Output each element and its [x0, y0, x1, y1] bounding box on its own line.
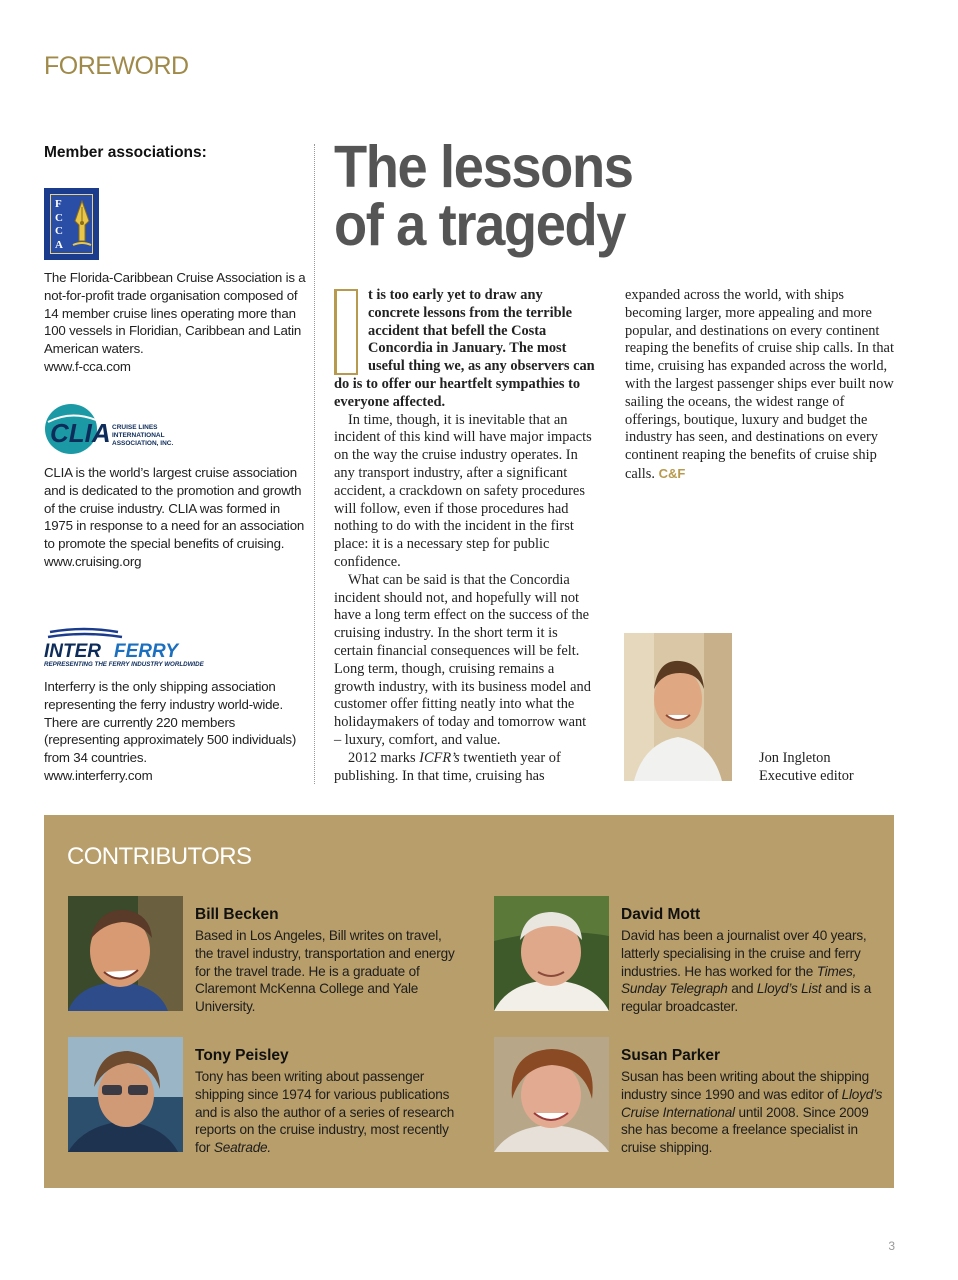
- contributor-card: [68, 896, 468, 1014]
- contributor-photo: [494, 1037, 609, 1152]
- article-column-1: [334, 287, 596, 785]
- contributor-card: [494, 896, 894, 1014]
- clia-logo-line: CRUISE LINES: [112, 424, 158, 431]
- clia-entry: [44, 464, 306, 571]
- clia-logo-mark: CLIA: [50, 418, 111, 448]
- contributor-name: Bill Becken: [195, 906, 279, 923]
- interferry-logo: [44, 626, 234, 668]
- contributor-bio: David has been a journalist over 40 years, latterly specialising in the cruise and ferry industries. He has worked for the Times, Sunday Telegraph and Lloyd’s List and is a regular broadcaster.: [621, 928, 872, 1015]
- article-paragraph: In time, though, it is inevitable that an incident of this kind will have major impacts on the way the cruise industry operates. In any transport industry, after a significant accident, a crackdown on safety procedures will follow, even if those procedures had nothing to do with the incident in the first place: it is a necessary step for public confidence.: [334, 411, 592, 570]
- pen-nib-icon: [71, 199, 93, 251]
- signoff-mark: C&F: [658, 465, 686, 481]
- fcca-entry: [44, 269, 306, 376]
- fcca-logo-letter: A: [55, 238, 63, 251]
- interferry-description: Interferry is the only shipping association representing the ferry industry world-wide. There are currently 220 members (representing approximately 500 individuals) from 34 countries.: [44, 679, 297, 766]
- article-paragraph: expanded across the world, with ships becoming larger, more appealing and more popular, and destinations on every continent reaping the benefits of cruise ship calls. In that time, cruising has expanded across the world, with the largest passenger ships ever built now sailing the oceans, the widest range of offerings, boutique, luxury and budget the industry has seen, and destinations on every continent reaping the benefits of cruise ship calls. C&F: [625, 287, 894, 482]
- article-lead: t is too early yet to draw any concrete lessons from the terrible accident that befell the Costa Concordia in January. The most useful thing we, as any observers can do is to offer our heartfelt sympathies to everyone affected.: [334, 287, 595, 410]
- headline-line: of a tragedy: [334, 192, 626, 258]
- member-associations-heading: Member associations:: [44, 144, 207, 161]
- page-number: 3: [888, 1239, 895, 1253]
- clia-logo-line: INTERNATIONAL: [112, 432, 165, 439]
- interferry-logo-tagline: REPRESENTING THE FERRY INDUSTRY WORLDWIDE: [44, 661, 204, 668]
- contributor-name: Susan Parker: [621, 1047, 721, 1064]
- sunglasses-icon: [102, 1085, 122, 1095]
- clia-url[interactable]: www.cruising.org: [44, 553, 142, 569]
- contributor-photo: [68, 896, 183, 1011]
- contributor-name: Tony Peisley: [195, 1047, 289, 1064]
- article-column-2: [625, 287, 897, 484]
- editor-role: Executive editor: [759, 768, 854, 784]
- contributors-title: CONTRIBUTORS: [67, 843, 252, 870]
- clia-logo: [44, 402, 194, 456]
- contributor-photo: [68, 1037, 183, 1152]
- article-paragraph: 2012 marks ICFR’s twentieth year of publishing. In that time, cruising has: [334, 749, 561, 784]
- fcca-logo-letter: C: [55, 211, 63, 224]
- interferry-url[interactable]: www.interferry.com: [44, 767, 153, 783]
- clia-description: CLIA is the world’s largest cruise association and is dedicated to the promotion and growth of the cruise industry. CLIA was formed in 1975 in response to a need for an association to promote the special benefits of cruising.: [44, 465, 305, 552]
- clia-logo-line: ASSOCIATION, INC.: [112, 440, 174, 447]
- fcca-logo-letter: F: [55, 198, 62, 210]
- article-headline: [334, 134, 647, 258]
- wave-icon: [50, 629, 118, 632]
- contributor-photo: [494, 896, 609, 1011]
- fcca-logo: [44, 188, 99, 260]
- contributor-bio: Based in Los Angeles, Bill writes on travel, the travel industry, transportation and energy for the travel trade. He is a graduate of Claremont McKenna College and Yale University.: [195, 928, 455, 1015]
- editor-portrait: [624, 633, 732, 781]
- contributor-card: [68, 1037, 468, 1155]
- contributor-name: David Mott: [621, 906, 701, 923]
- editor-caption: [759, 749, 854, 785]
- contributor-bio: Tony has been writing about passenger shipping since 1974 for various publications and is also the author of a series of research reports on the cruise industry, most recently for Seatrade.: [195, 1069, 455, 1156]
- interferry-logo-word: FERRY: [114, 641, 179, 662]
- article-paragraph: What can be said is that the Concordia incident should not, and hopefully will not have a long term effect on the success of the cruising industry. In the short term it is certain financial consequences will be felt. Long term, though, cruising remains a growth industry, with its business model and customer offer fitting neatly into what the holidaymakers of today and tomorrow want – luxury, comfort, and value.: [334, 571, 591, 748]
- headline-line: The lessons: [334, 134, 633, 200]
- fcca-logo-letter: C: [55, 225, 63, 237]
- contributors-panel: [44, 815, 894, 1188]
- drop-cap-i: [334, 289, 358, 375]
- contributor-card: [494, 1037, 894, 1155]
- member-associations: [44, 144, 306, 783]
- contributor-bio: Susan has been writing about the shipping industry since 1990 and was editor of Lloyd’s Cruise International until 2008. Since 2009 she has become a freelance specialist in cruise shipping.: [621, 1069, 883, 1156]
- fcca-url[interactable]: www.f-cca.com: [44, 358, 131, 374]
- interferry-logo-word: INTER: [44, 641, 101, 662]
- interferry-entry: [44, 678, 306, 785]
- editor-name: Jon Ingleton: [759, 750, 831, 766]
- section-label: FOREWORD: [44, 52, 189, 80]
- fcca-description: The Florida-Caribbean Cruise Association is a not-for-profit trade organisation composed of 14 member cruise lines operating more than 100 vessels in Floridian, Caribbean and Latin American waters.: [44, 270, 306, 357]
- column-divider: [314, 144, 315, 784]
